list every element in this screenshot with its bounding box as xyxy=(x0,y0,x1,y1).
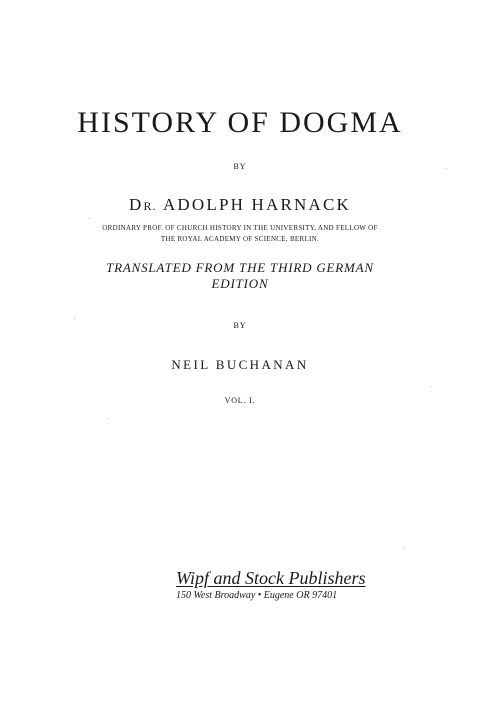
author-prefix-initial: D xyxy=(128,195,144,214)
volume-label: VOL. I. xyxy=(224,396,256,405)
publisher-address: 150 West Broadway • Eugene OR 97401 xyxy=(176,590,338,601)
translation-note-line-1: TRANSLATED FROM THE THIRD GERMAN xyxy=(106,260,374,275)
author-name: ADOLPH HARNACK xyxy=(162,195,351,214)
author-prefix-rest: R. xyxy=(143,199,157,213)
author-name-line xyxy=(0,195,480,215)
by-label-translator: BY xyxy=(233,321,247,330)
by-label-author: BY xyxy=(233,162,247,171)
scan-speck xyxy=(430,386,431,387)
publisher-name: Wipf and Stock Publishers xyxy=(176,568,366,588)
scan-speck xyxy=(88,218,89,219)
scan-speck xyxy=(108,418,109,419)
author-credentials-line-2: THE ROYAL ACADEMY OF SCIENCE, BERLIN. xyxy=(160,235,320,243)
scan-speck xyxy=(404,548,405,549)
author-credentials-line-1: ORDINARY PROF. OF CHURCH HISTORY IN THE UNIVERSITY, AND FELLOW OF xyxy=(102,224,378,232)
scan-speck xyxy=(446,168,447,169)
scan-speck xyxy=(74,318,75,319)
translator-name: NEIL BUCHANAN xyxy=(171,357,309,372)
translation-note-line-2: EDITION xyxy=(211,276,269,291)
book-title: HISTORY OF DOGMA xyxy=(77,106,403,139)
